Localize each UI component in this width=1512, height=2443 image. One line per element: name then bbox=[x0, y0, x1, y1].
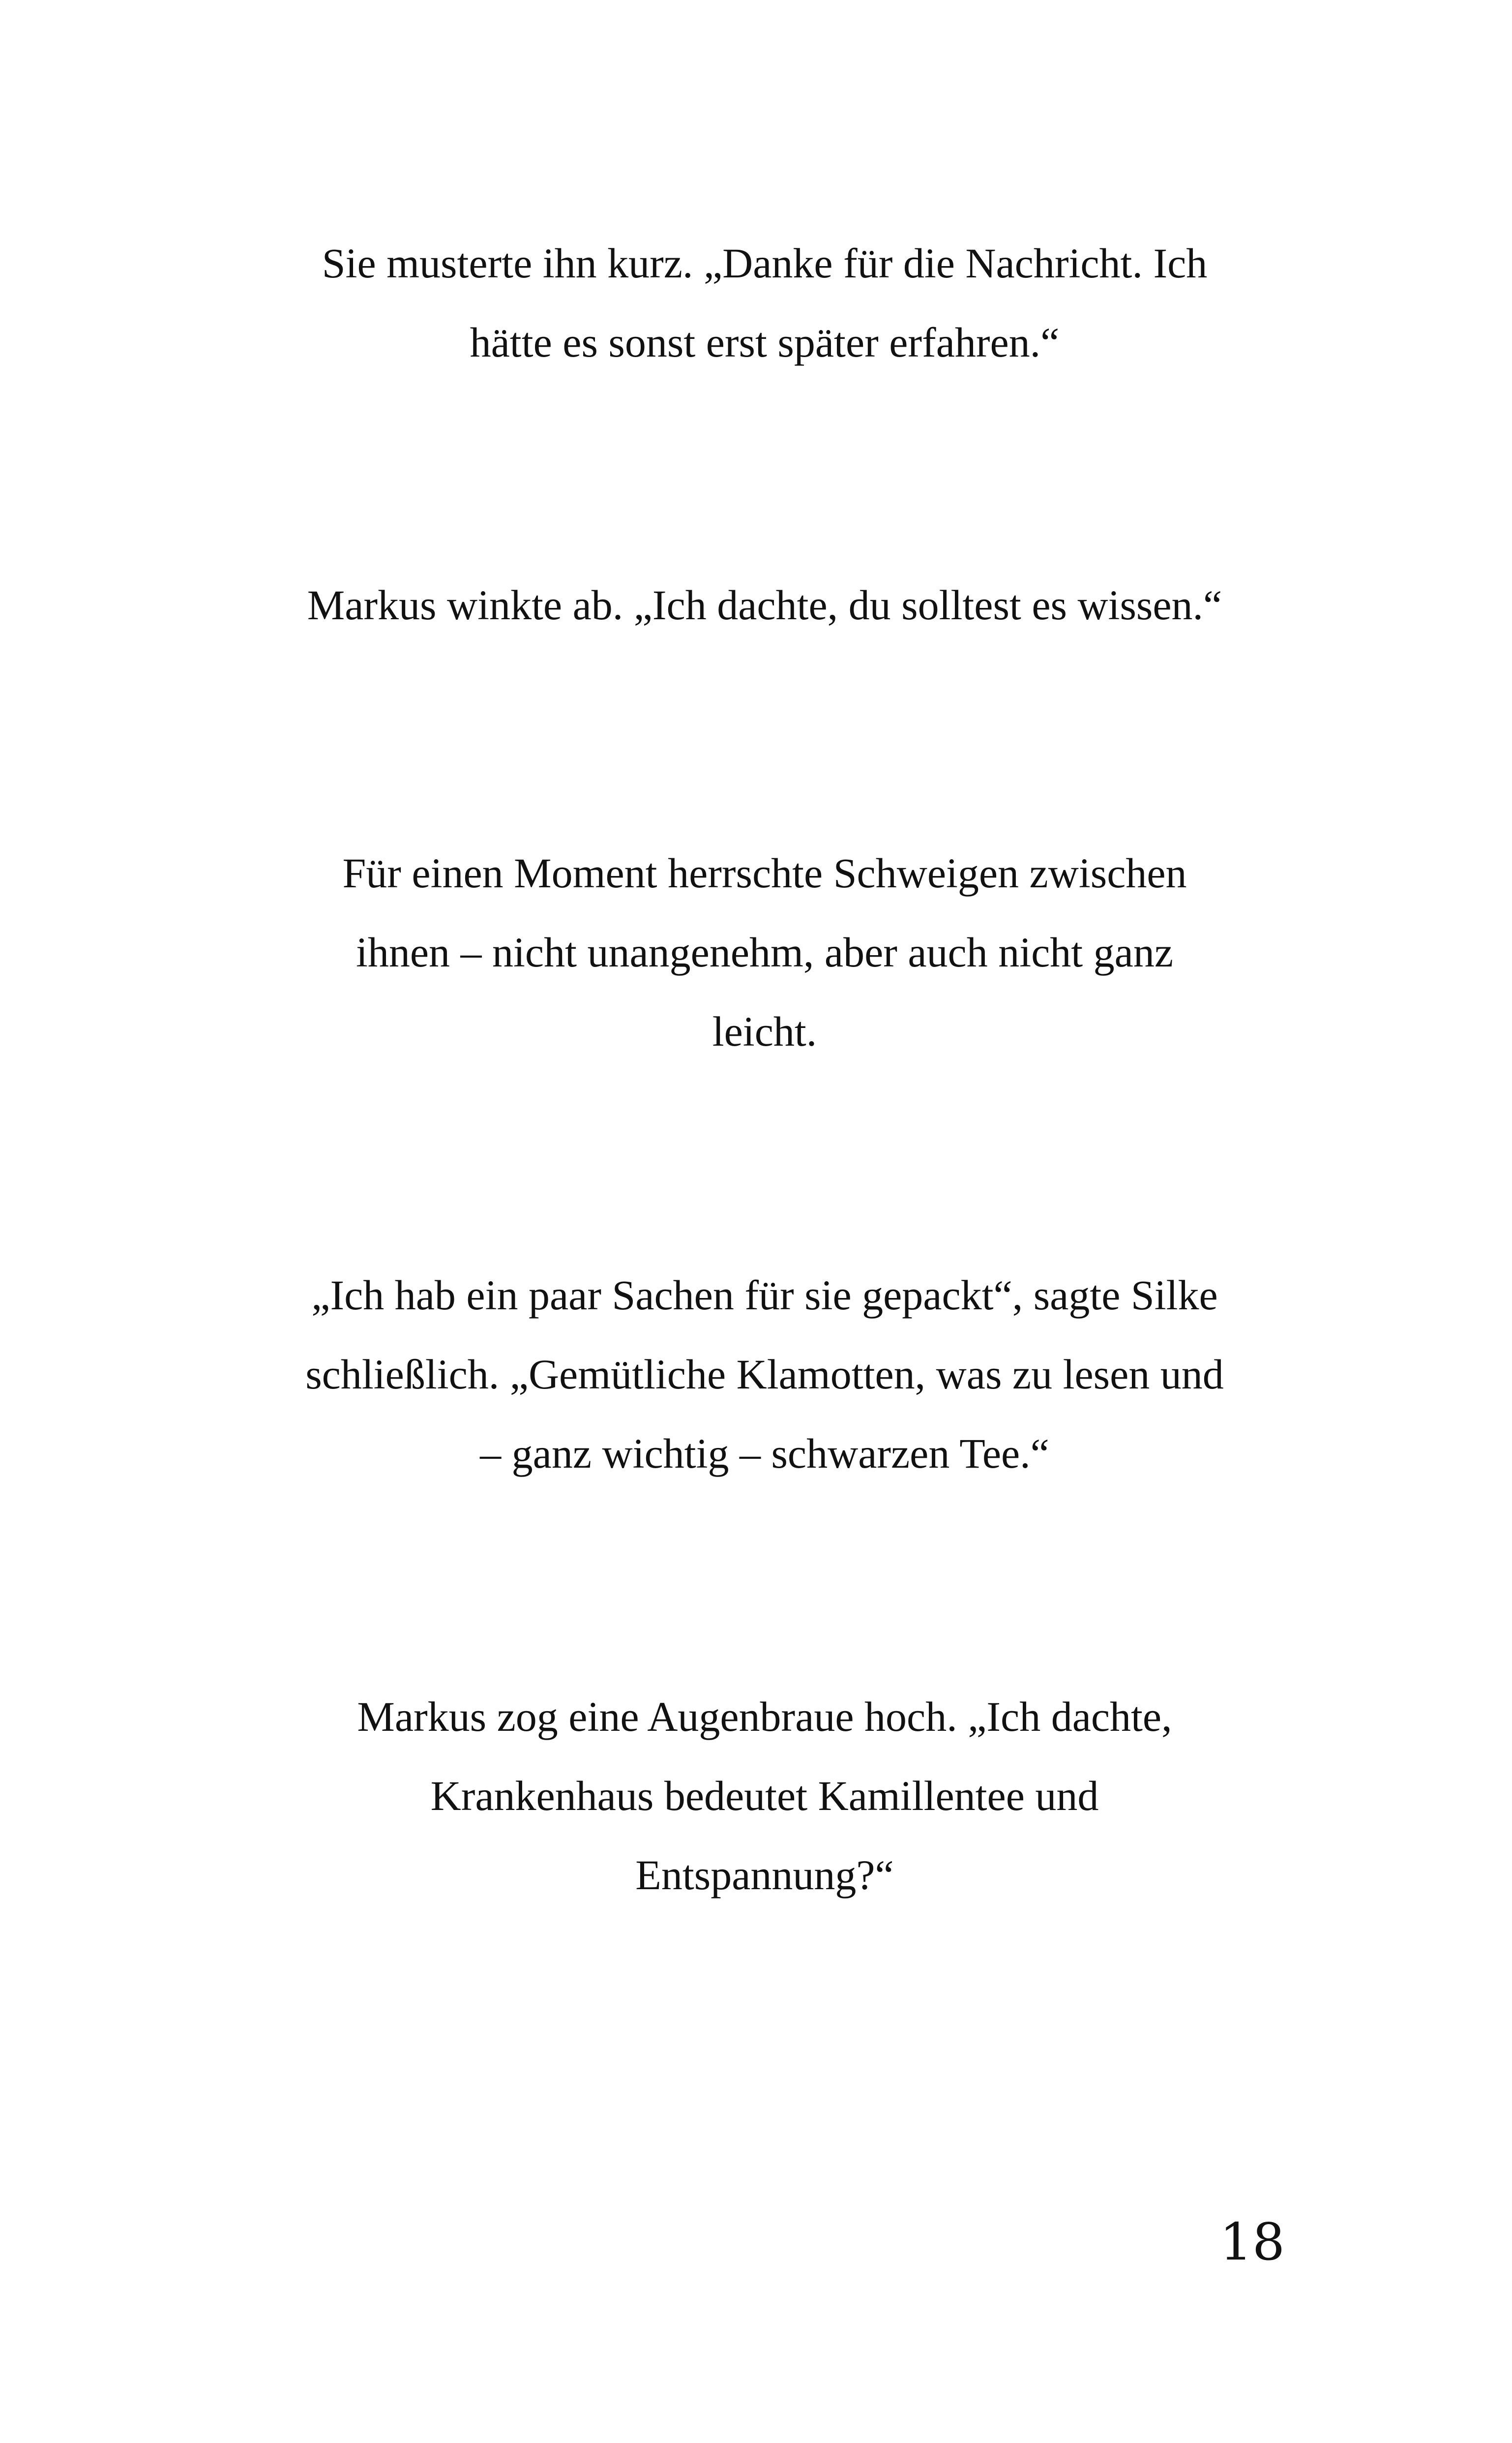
paragraph-line: Für einen Moment herrschte Schweigen zwischen bbox=[342, 849, 1187, 897]
paragraph-line: Entspannung?“ bbox=[635, 1851, 894, 1899]
paragraph-line: leicht. bbox=[712, 1008, 817, 1055]
page-number: 18 bbox=[1219, 2212, 1285, 2272]
paragraph-line: ihnen – nicht unangenehm, aber auch nicht ganz bbox=[356, 929, 1174, 976]
paragraph-line: „Ich hab ein paar Sachen für sie gepackt“, sagte Silke bbox=[311, 1271, 1218, 1319]
paragraph-2 bbox=[275, 566, 1254, 645]
paragraph-line: Markus zog eine Augenbraue hoch. „Ich dachte, bbox=[357, 1693, 1172, 1740]
paragraph-line: hätte es sonst erst später erfahren.“ bbox=[470, 319, 1060, 366]
paragraph-4 bbox=[275, 1256, 1254, 1493]
paragraph-line: Markus winkte ab. „Ich dachte, du solltest es wissen.“ bbox=[307, 581, 1222, 629]
paragraph-line: Sie musterte ihn kurz. „Danke für die Nachricht. Ich bbox=[322, 240, 1208, 287]
paragraph-5 bbox=[275, 1677, 1254, 1915]
paragraph-1 bbox=[275, 224, 1254, 382]
paragraph-3 bbox=[275, 834, 1254, 1071]
paragraph-line: Krankenhaus bedeutet Kamillentee und bbox=[430, 1772, 1099, 1819]
paragraph-line: schließlich. „Gemütliche Klamotten, was zu lesen und bbox=[305, 1351, 1224, 1398]
paragraph-line: – ganz wichtig – schwarzen Tee.“ bbox=[480, 1430, 1049, 1477]
